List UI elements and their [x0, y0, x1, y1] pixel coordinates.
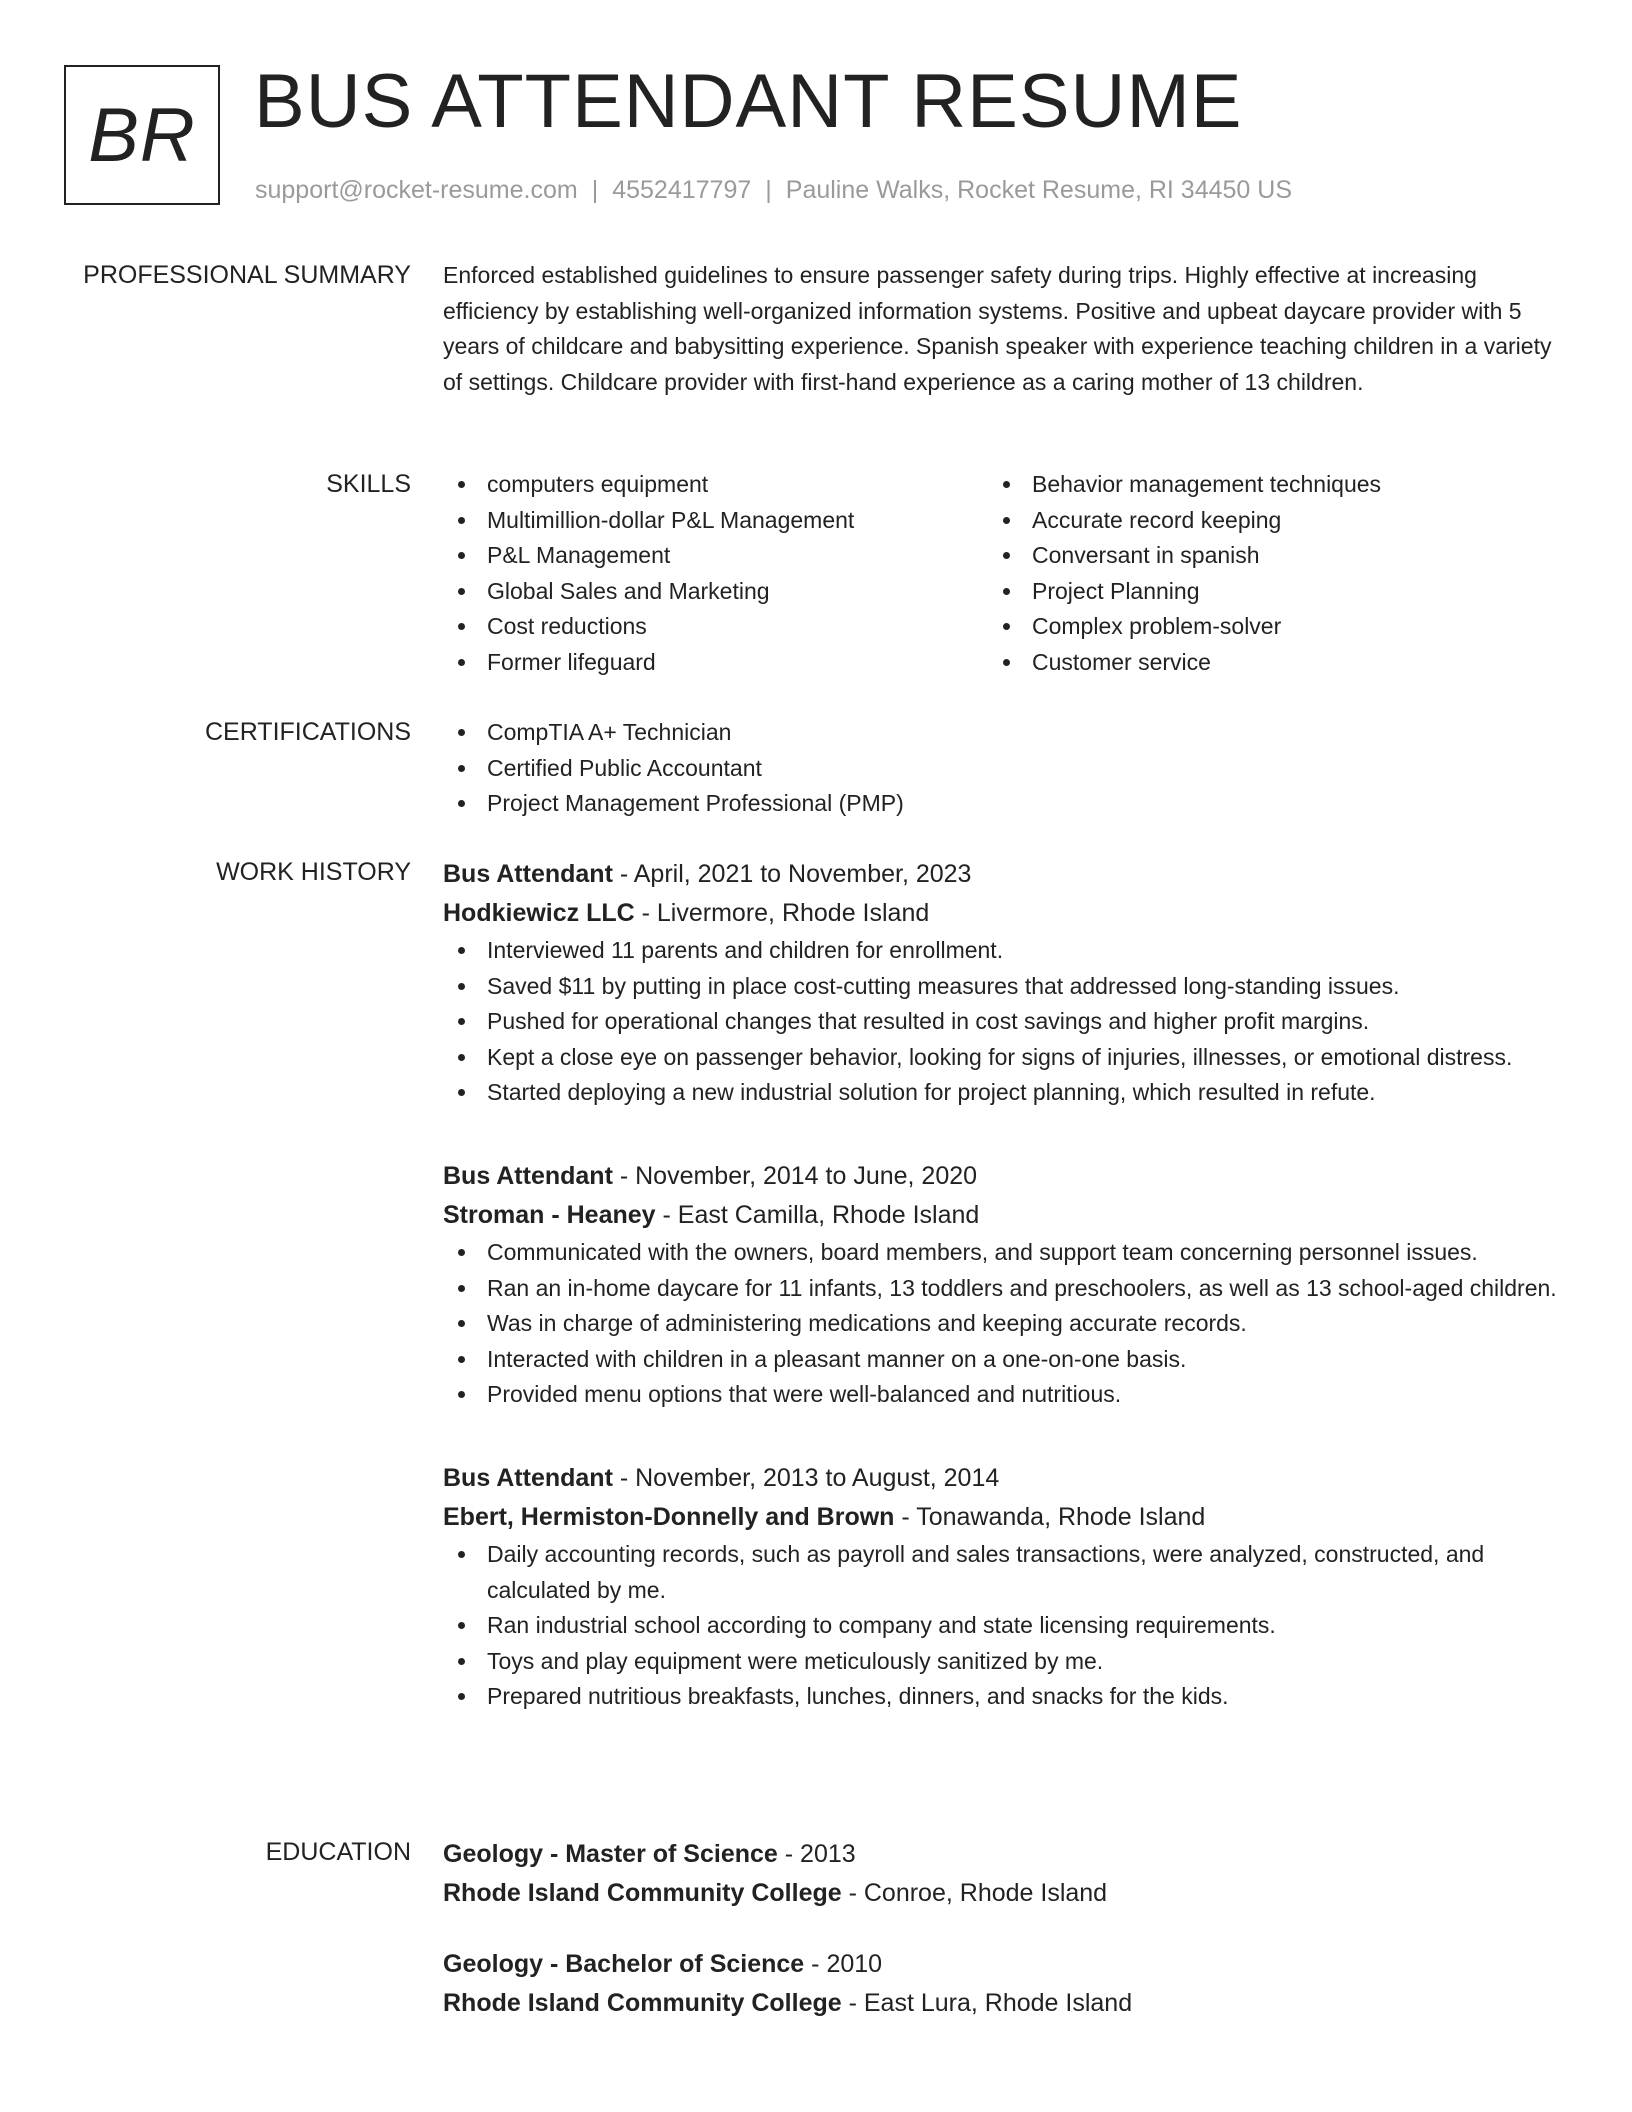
duty-item: Daily accounting records, such as payroll and sales transactions, were analyzed, constructed, and calculated by me.	[443, 1537, 1563, 1608]
skill-item: Customer service	[988, 645, 1533, 681]
job-entry	[443, 1157, 1563, 1413]
job-title-line: Bus Attendant - April, 2021 to November, 2023	[443, 860, 972, 888]
job-location: Livermore, Rhode Island	[656, 899, 930, 927]
certification-item: CompTIA A+ Technician	[443, 715, 1563, 751]
degree: Geology - Master of Science	[443, 1840, 778, 1868]
education-entry	[443, 1945, 1563, 2023]
graduation-year: 2013	[800, 1840, 856, 1868]
job-title: Bus Attendant	[443, 1161, 613, 1190]
duty-item: Ran an in-home daycare for 11 infants, 13 toddlers and preschoolers, as well as 13 school-aged children.	[443, 1271, 1563, 1307]
skill-item: Cost reductions	[443, 609, 988, 645]
school: Rhode Island Community College	[443, 1989, 842, 2017]
certification-item: Certified Public Accountant	[443, 751, 1563, 787]
contact-line	[255, 174, 1292, 206]
job-company-line: Hodkiewicz LLC - Livermore, Rhode Island	[443, 899, 930, 927]
job-title-line: Bus Attendant - November, 2013 to August, 2014	[443, 1463, 1000, 1492]
duty-item: Started deploying a new industrial solution for project planning, which resulted in refute.	[443, 1075, 1563, 1111]
skill-item: Project Planning	[988, 574, 1533, 610]
graduation-year: 2010	[826, 1950, 883, 1978]
skill-item: computers equipment	[443, 467, 988, 503]
job-location: East Camilla, Rhode Island	[677, 1200, 980, 1229]
skills-heading: SKILLS	[326, 470, 411, 498]
education-entry	[443, 1835, 1563, 1913]
school-location: East Lura, Rhode Island	[863, 1989, 1133, 2017]
certifications-heading: CERTIFICATIONS	[204, 718, 411, 746]
summary-text: Enforced established guidelines to ensure passenger safety during trips. Highly effective at increasing efficiency by establishing well-organized information systems. Positive and upbeat daycare provider with 5 years of childcare and babysitting experience. Spanish speaker with experience teaching children in a variety of settings. Childcare provider with first-hand experience as a caring mother of 13 children.	[443, 262, 1552, 395]
skills-list-right	[988, 467, 1533, 681]
school-line: Rhode Island Community College - East Lura, Rhode Island	[443, 1989, 1133, 2017]
job-company-line: Stroman - Heaney - East Camilla, Rhode Island	[443, 1200, 980, 1229]
skill-item: Accurate record keeping	[988, 503, 1533, 539]
duty-item: Communicated with the owners, board members, and support team concerning personnel issues.	[443, 1235, 1563, 1271]
job-company: Hodkiewicz LLC	[443, 899, 635, 927]
duty-item: Interviewed 11 parents and children for enrollment.	[443, 933, 1563, 969]
duty-item: Provided menu options that were well-balanced and nutritious.	[443, 1377, 1563, 1413]
contact-phone: 4552417797	[612, 176, 752, 204]
duty-item: Pushed for operational changes that resulted in cost savings and higher profit margins.	[443, 1004, 1563, 1040]
resume-title: BUS ATTENDANT RESUME	[254, 59, 1243, 144]
contact-separator: |	[591, 176, 599, 204]
contact-address: Pauline Walks, Rocket Resume, RI 34450 US	[785, 176, 1293, 204]
job-company-line: Ebert, Hermiston-Donnelly and Brown - Tonawanda, Rhode Island	[443, 1502, 1206, 1531]
job-title: Bus Attendant	[443, 860, 613, 888]
summary-heading: PROFESSIONAL SUMMARY	[83, 261, 411, 289]
duty-item: Interacted with children in a pleasant manner on a one-on-one basis.	[443, 1342, 1563, 1378]
job-duties	[443, 1537, 1563, 1715]
job-location: Tonawanda, Rhode Island	[916, 1502, 1206, 1531]
duty-item: Was in charge of administering medications and keeping accurate records.	[443, 1306, 1563, 1342]
duty-item: Kept a close eye on passenger behavior, looking for signs of injuries, illnesses, or emotional distress.	[443, 1040, 1563, 1076]
job-entry	[443, 1459, 1563, 1715]
degree-line: Geology - Bachelor of Science - 2010	[443, 1950, 883, 1978]
job-entry	[443, 855, 1563, 1111]
job-title: Bus Attendant	[443, 1463, 613, 1492]
school-line: Rhode Island Community College - Conroe, Rhode Island	[443, 1879, 1108, 1907]
certifications-list	[443, 715, 1563, 822]
job-company: Stroman - Heaney	[443, 1200, 656, 1229]
skills-list-left	[443, 467, 988, 681]
job-company: Ebert, Hermiston-Donnelly and Brown	[443, 1502, 895, 1531]
job-dates: April, 2021 to November, 2023	[633, 860, 972, 888]
duty-item: Prepared nutritious breakfasts, lunches, dinners, and snacks for the kids.	[443, 1679, 1563, 1715]
education-heading: EDUCATION	[265, 1838, 411, 1866]
job-dates: November, 2014 to June, 2020	[635, 1161, 978, 1190]
monogram-logo: BR	[64, 65, 220, 205]
school: Rhode Island Community College	[443, 1879, 842, 1907]
certification-item: Project Management Professional (PMP)	[443, 786, 1563, 822]
skill-item: P&L Management	[443, 538, 988, 574]
skill-item: Conversant in spanish	[988, 538, 1533, 574]
skill-item: Multimillion-dollar P&L Management	[443, 503, 988, 539]
duty-item: Saved $11 by putting in place cost-cutting measures that addressed long-standing issues.	[443, 969, 1563, 1005]
contact-separator: |	[765, 176, 772, 204]
school-location: Conroe, Rhode Island	[863, 1879, 1108, 1907]
skill-item: Behavior management techniques	[988, 467, 1533, 503]
work-history-heading: WORK HISTORY	[216, 858, 411, 886]
duty-item: Toys and play equipment were meticulously sanitized by me.	[443, 1644, 1563, 1680]
contact-email[interactable]: support@rocket-resume.com	[255, 176, 578, 204]
duty-item: Ran industrial school according to company and state licensing requirements.	[443, 1608, 1563, 1644]
job-title-line: Bus Attendant - November, 2014 to June, 2020	[443, 1161, 978, 1190]
degree-line: Geology - Master of Science - 2013	[443, 1840, 856, 1868]
skill-item: Complex problem-solver	[988, 609, 1533, 645]
skill-item: Former lifeguard	[443, 645, 988, 681]
skill-item: Global Sales and Marketing	[443, 574, 988, 610]
job-duties	[443, 933, 1563, 1111]
degree: Geology - Bachelor of Science	[443, 1950, 805, 1978]
job-dates: November, 2013 to August, 2014	[635, 1463, 1000, 1492]
job-duties	[443, 1235, 1563, 1413]
